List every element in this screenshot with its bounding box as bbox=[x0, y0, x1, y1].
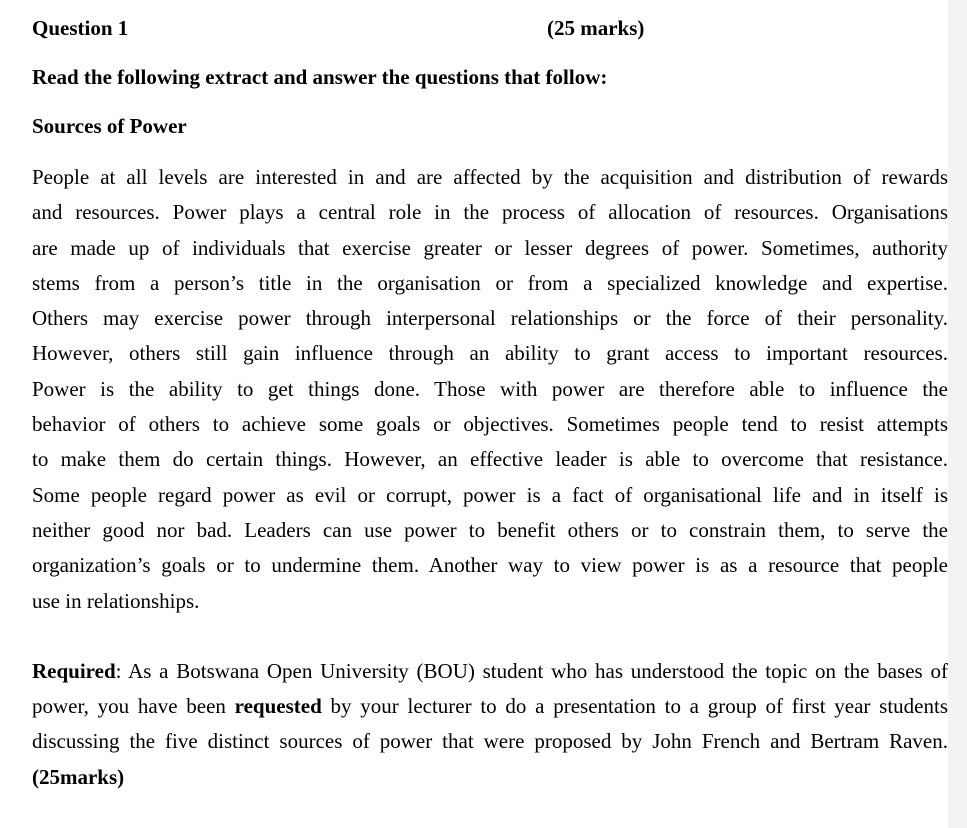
section-heading: Sources of Power bbox=[32, 114, 187, 138]
required-task bbox=[32, 654, 948, 795]
passage-line: Some people regard power as evil or corrupt, power is a fact of organisational life and in itself is bbox=[32, 482, 948, 507]
passage-line: behavior of others to achieve some goals or objectives. Sometimes people tend to resist attempts bbox=[32, 412, 948, 437]
passage-line: are made up of individuals that exercise greater or lesser degrees of power. Sometimes, authority bbox=[32, 235, 948, 260]
passage-line: and resources. Power plays a central role in the process of allocation of resources. Organisations bbox=[32, 200, 948, 225]
passage-line: Power is the ability to get things done. Those with power are therefore able to influence the bbox=[32, 376, 948, 401]
required-text-part-2: by your lecturer to do a presentation to a group of first year students discussing the five distinct sources of power that were proposed by John French and Bertram Raven. bbox=[32, 694, 949, 754]
instruction-text: Read the following extract and answer the questions that follow: bbox=[32, 65, 608, 89]
scroll-gutter bbox=[948, 0, 967, 828]
required-emphasis: requested bbox=[234, 694, 322, 719]
required-text-part-1: : As a Botswana Open University (BOU) student who has understood the topic on the bases of power, you have been bbox=[32, 658, 948, 719]
document-body bbox=[32, 0, 948, 795]
passage-line: Others may exercise power through interpersonal relationships or the force of their personality. bbox=[32, 306, 948, 331]
passage-line: neither good nor bad. Leaders can use power to benefit others or to constrain them, to serve the bbox=[32, 517, 948, 542]
extract-passage bbox=[32, 160, 948, 619]
required-label: Required bbox=[32, 658, 116, 683]
passage-line: use in relationships. bbox=[32, 588, 200, 613]
passage-line: stems from a person’s title in the organisation or from a specialized knowledge and expertise. bbox=[32, 270, 948, 295]
question-header bbox=[32, 14, 948, 42]
question-marks: (25 marks) bbox=[547, 16, 645, 40]
passage-line: People at all levels are interested in and are affected by the acquisition and distribution of rewards bbox=[32, 165, 948, 189]
passage-line: However, others still gain influence through an ability to grant access to important resources. bbox=[32, 341, 948, 366]
required-marks: (25marks) bbox=[32, 764, 125, 789]
question-title: Question 1 bbox=[32, 16, 129, 40]
passage-line: organization’s goals or to undermine them. Another way to view power is as a resource that people bbox=[32, 553, 948, 578]
passage-line: to make them do certain things. However, an effective leader is able to overcome that resistance. bbox=[32, 447, 948, 472]
